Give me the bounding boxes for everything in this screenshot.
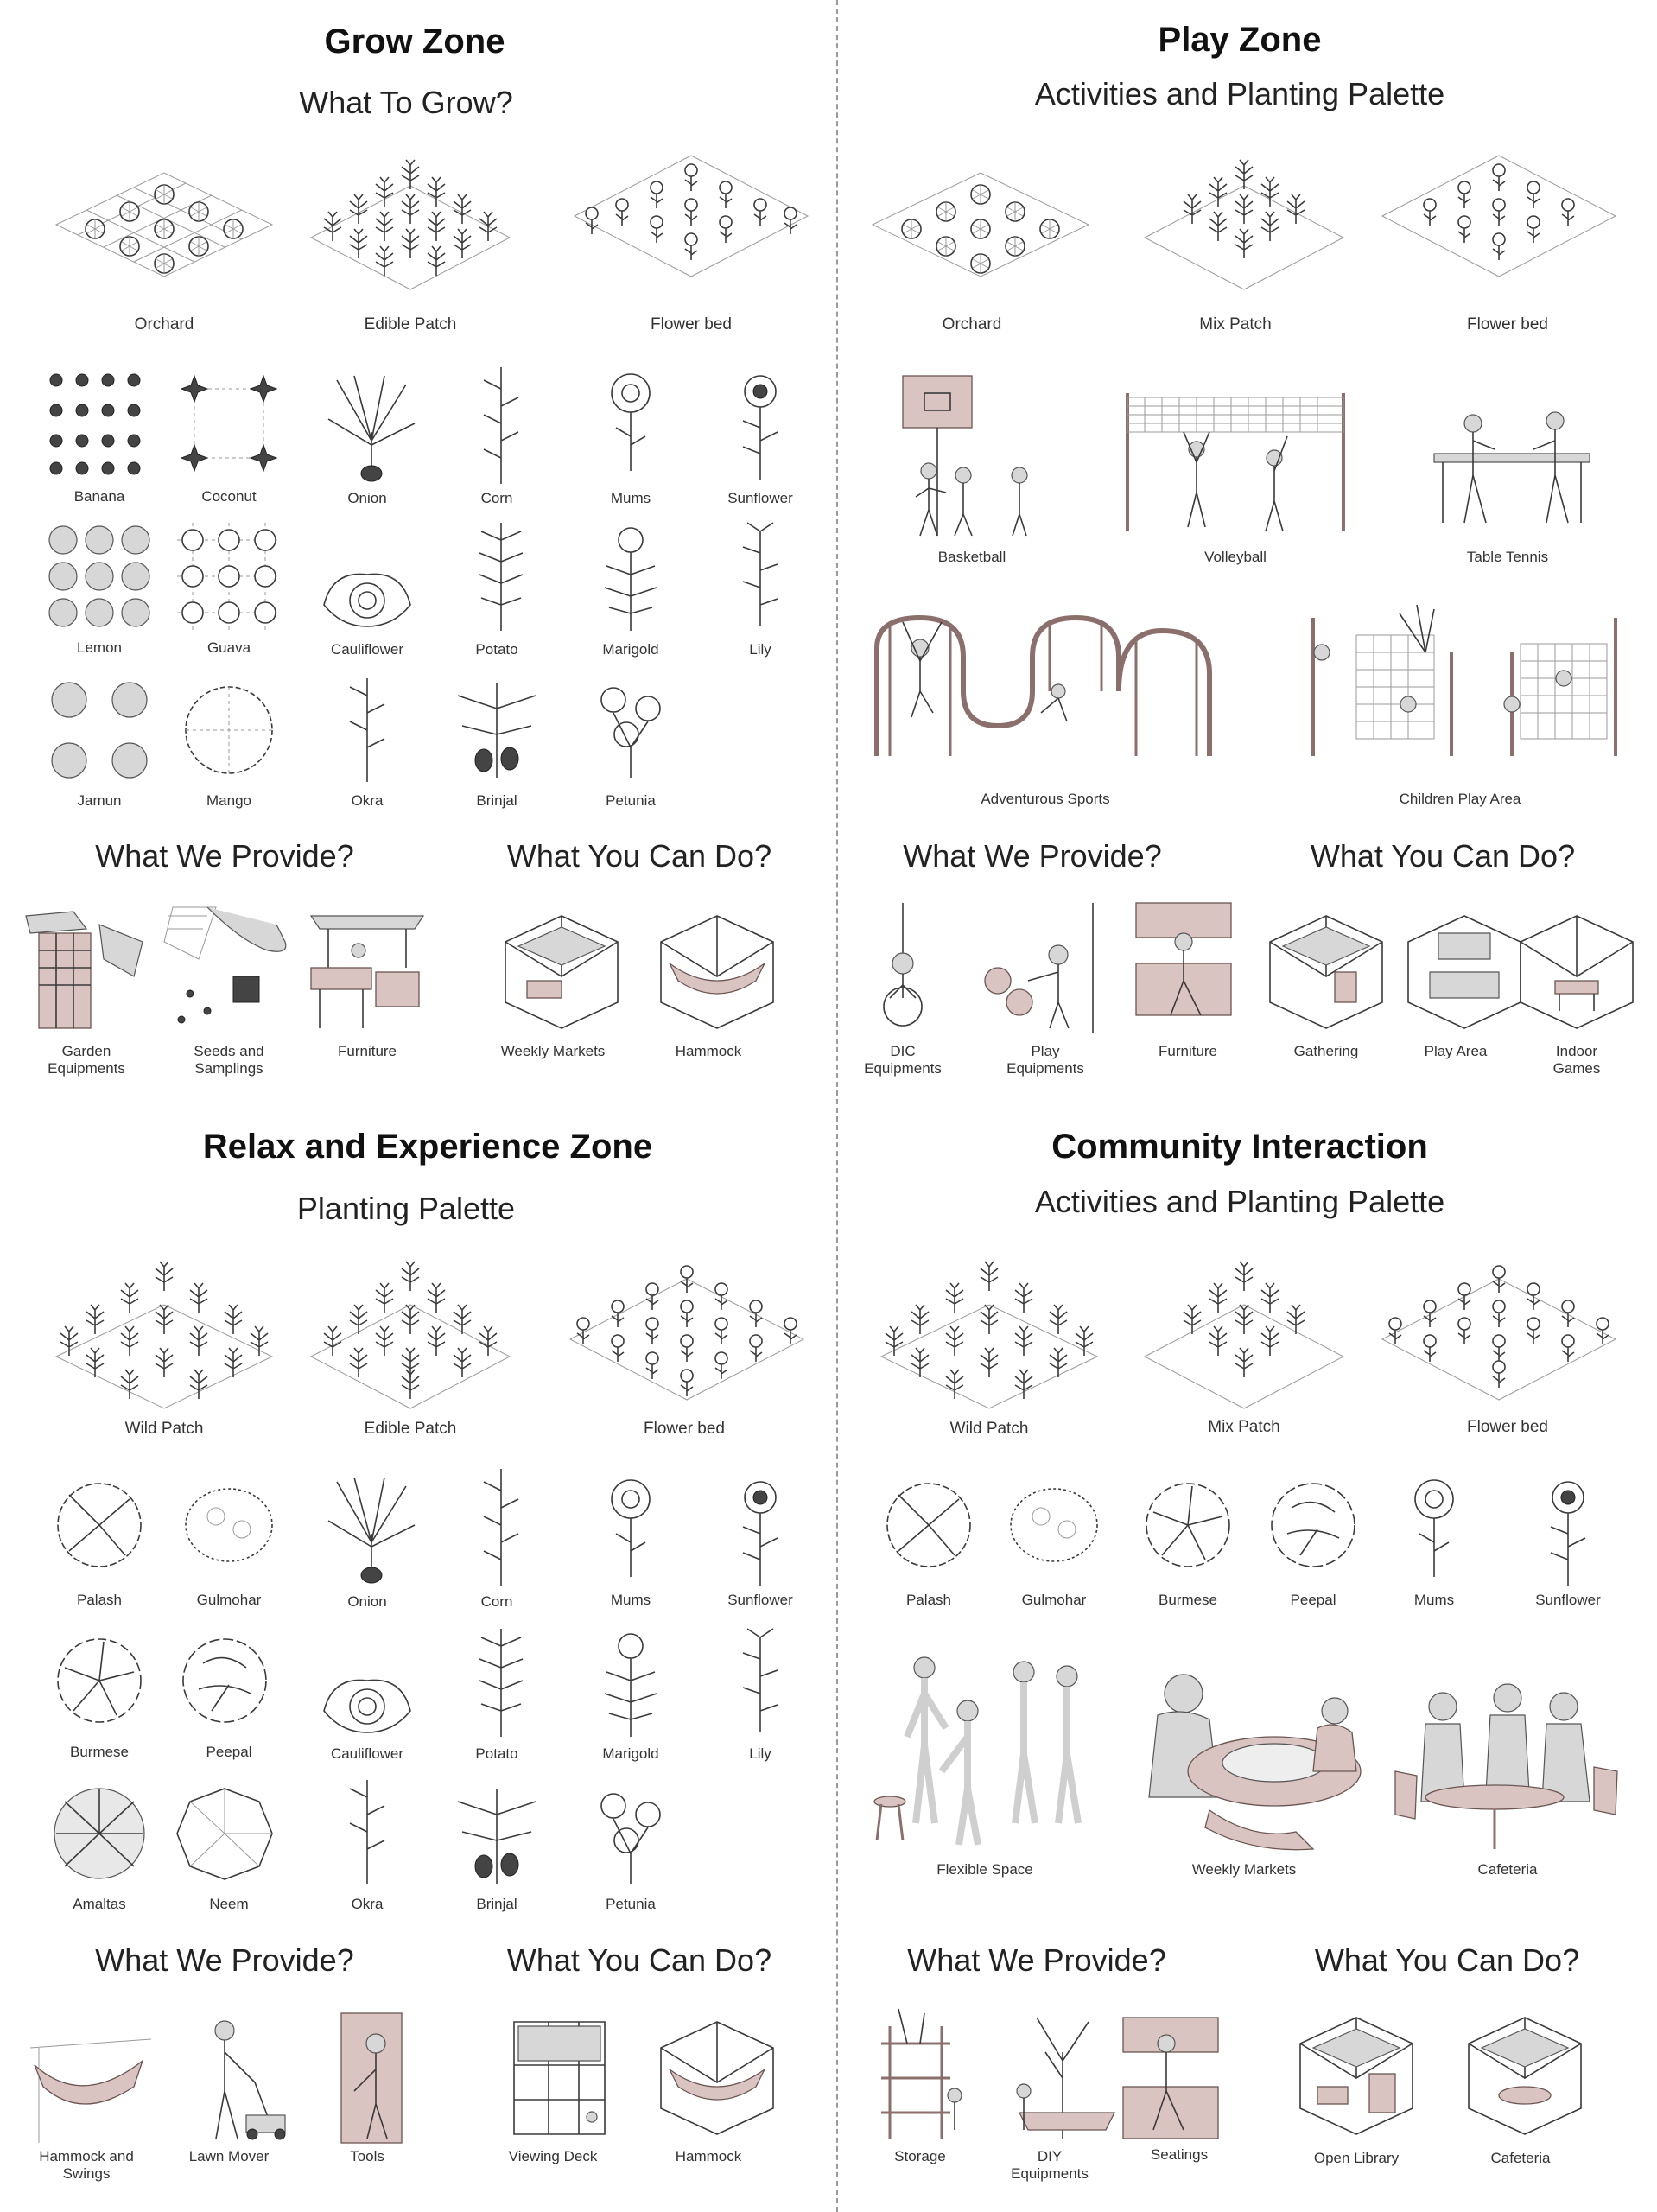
do-label: Cafeteria <box>1490 2150 1551 2166</box>
flower-bed-illustration <box>562 1244 812 1408</box>
lemon-icon <box>48 523 151 631</box>
plant-label: Potato <box>475 641 518 658</box>
orchard-illustration <box>48 156 281 294</box>
gulmohar-icon <box>181 1482 276 1568</box>
plant-label: Palash <box>906 1592 951 1608</box>
plant-label: Burmese <box>1158 1592 1218 1608</box>
plant-label: Onion <box>347 490 387 506</box>
okra-icon <box>341 674 393 782</box>
palash-icon <box>881 1478 976 1573</box>
amaltas-icon <box>48 1784 151 1884</box>
sport-label: Adventurous Sports <box>981 791 1110 807</box>
what-you-can-do-heading: What You Can Do? <box>506 838 772 874</box>
flower-bed-illustration <box>566 143 816 285</box>
plant-label: Palash <box>77 1592 122 1608</box>
peepal-icon <box>177 1633 272 1728</box>
mums-icon <box>600 367 661 471</box>
patch-label: Flower bed <box>1467 315 1548 334</box>
flower-bed-illustration <box>1374 1244 1624 1408</box>
plant-label: Sunflower <box>1535 1592 1601 1608</box>
seatings-illustration <box>1123 2009 1218 2143</box>
plant-label: Lily <box>749 1745 771 1762</box>
potato-icon <box>471 518 531 631</box>
patch-label: Flower bed <box>651 315 732 334</box>
diy-equipments-illustration <box>1002 2009 1123 2139</box>
activity-label: Flexible Space <box>936 1861 1033 1878</box>
provide-label: Storage <box>894 2148 946 2164</box>
plant-label: Brinjal <box>476 1896 517 1912</box>
children-play-area-illustration <box>1305 601 1624 760</box>
coconut-icon <box>177 372 281 475</box>
open-library-illustration <box>1292 2013 1421 2143</box>
provide-label: Seeds and Samplings <box>194 1043 264 1077</box>
sunflower-icon <box>1538 1473 1598 1586</box>
sport-label: Basketball <box>937 549 1006 565</box>
patch-label: Wild Patch <box>949 1420 1029 1438</box>
plant-label: Jamun <box>77 792 122 809</box>
patch-label: Flower bed <box>644 1420 725 1438</box>
plant-label: Burmese <box>69 1744 130 1760</box>
cauliflower-icon <box>315 553 419 631</box>
relax-zone-title: Relax and Experience Zone <box>202 1128 653 1166</box>
weekly-markets-illustration <box>501 912 622 1033</box>
sunflower-icon <box>730 1473 790 1586</box>
plant-label: Corn <box>480 490 513 506</box>
basketball-illustration <box>898 372 1045 540</box>
wild-patch-illustration <box>873 1244 1106 1417</box>
flexible-space-illustration <box>873 1650 1097 1858</box>
plant-label: Amaltas <box>73 1896 126 1912</box>
mix-patch-illustration <box>1136 143 1352 294</box>
plant-label: Neem <box>209 1896 249 1912</box>
neem-icon <box>173 1784 276 1884</box>
garden-equipments-illustration <box>22 907 151 1037</box>
patch-label: Wild Patch <box>124 1420 204 1438</box>
do-label: Viewing Deck <box>508 2148 598 2164</box>
potato-icon <box>471 1624 531 1737</box>
mix-patch-illustration <box>1136 1244 1352 1417</box>
do-label: Indoor Games <box>1552 1043 1601 1077</box>
cafeteria-illustration <box>1391 1672 1620 1853</box>
gathering-illustration <box>1266 912 1387 1033</box>
plant-label: Sunflower <box>727 490 793 506</box>
cauliflower-icon <box>315 1659 419 1737</box>
activity-label: Cafeteria <box>1477 1861 1538 1878</box>
plant-label: Lily <box>749 641 771 658</box>
what-you-can-do-heading: What You Can Do? <box>1314 1942 1580 1978</box>
plant-label: Gulmohar <box>1021 1592 1087 1608</box>
corn-icon <box>471 1465 531 1586</box>
gulmohar-icon <box>1006 1482 1101 1568</box>
viewing-deck-illustration <box>497 2013 622 2143</box>
grow-zone-title: Grow Zone <box>324 22 505 60</box>
plant-label: Marigold <box>602 1745 659 1762</box>
what-we-provide-heading: What We Provide? <box>907 1942 1166 1978</box>
plant-label: Lemon <box>77 639 122 656</box>
provide-label: Garden Equipments <box>48 1043 125 1077</box>
do-label: Hammock <box>675 1043 742 1059</box>
provide-label: Seatings <box>1150 2146 1209 2163</box>
provide-label: DIY Equipments <box>1011 2148 1089 2182</box>
plant-label: Cauliflower <box>330 641 404 658</box>
provide-label: Furniture <box>337 1043 397 1059</box>
guava-icon <box>177 523 281 631</box>
mango-icon <box>177 678 281 782</box>
indoor-games-illustration <box>1516 912 1637 1033</box>
relax-zone-subtitle: Planting Palette <box>296 1191 516 1226</box>
seeds-and-samplings-illustration <box>164 907 294 1037</box>
onion-icon <box>320 372 423 484</box>
plant-label: Guava <box>206 639 251 656</box>
storage-illustration <box>873 2009 968 2143</box>
mums-icon <box>1404 1473 1464 1577</box>
plant-label: Mums <box>610 1592 651 1608</box>
lily-icon <box>734 523 786 626</box>
plant-label: Sunflower <box>727 1592 793 1608</box>
what-you-can-do-heading: What You Can Do? <box>1310 838 1576 874</box>
do-label: Play Area <box>1424 1043 1488 1059</box>
plant-label: Corn <box>480 1593 513 1610</box>
plant-label: Peepal <box>1290 1592 1336 1608</box>
do-label: Gathering <box>1293 1043 1359 1059</box>
marigold-icon <box>596 523 665 631</box>
plant-label: Marigold <box>602 641 659 658</box>
plant-label: Petunia <box>606 792 656 809</box>
edible-patch-illustration <box>302 1244 518 1417</box>
lawn-mover-illustration <box>173 2013 294 2143</box>
weekly-markets-illustration <box>1123 1668 1374 1853</box>
dic-equipments-illustration <box>868 903 937 1033</box>
patch-label: Mix Patch <box>1199 315 1272 334</box>
marigold-icon <box>596 1629 665 1737</box>
brinjal-icon <box>449 674 544 778</box>
banana-icon <box>48 372 151 475</box>
plant-label: Peepal <box>206 1744 252 1760</box>
community-subtitle: Activities and Planting Palette <box>1034 1184 1445 1219</box>
sport-label: Table Tennis <box>1466 549 1549 565</box>
play-zone-title: Play Zone <box>1158 21 1322 59</box>
patch-label: Orchard <box>942 315 1002 334</box>
provide-label: Hammock and Swings <box>39 2148 134 2182</box>
plant-label: Mango <box>206 792 251 809</box>
plant-label: Petunia <box>606 1896 656 1912</box>
sport-label: Children Play Area <box>1399 791 1521 807</box>
edible-patch-illustration <box>302 143 518 294</box>
hammock-illustration <box>657 2018 778 2139</box>
plant-label: Mums <box>1413 1592 1455 1608</box>
plant-label: Okra <box>351 1896 384 1912</box>
provide-label: Play Equipments <box>1006 1043 1084 1077</box>
plant-label: Gulmohar <box>196 1592 262 1608</box>
plant-label: Okra <box>351 792 384 809</box>
okra-icon <box>341 1776 393 1884</box>
plant-label: Potato <box>475 1745 518 1762</box>
sport-label: Volleyball <box>1204 549 1267 565</box>
cafeteria-illustration <box>1460 2013 1590 2143</box>
wild-patch-illustration <box>48 1244 281 1417</box>
brinjal-icon <box>449 1780 544 1884</box>
plant-label: Coconut <box>201 488 257 505</box>
corn-icon <box>471 363 531 484</box>
plant-label: Brinjal <box>476 792 517 809</box>
play-equipments-illustration <box>981 903 1110 1033</box>
lily-icon <box>734 1629 786 1732</box>
furniture-illustration <box>302 907 432 1037</box>
patch-label: Orchard <box>134 315 194 334</box>
table-tennis-illustration <box>1425 410 1598 527</box>
play-zone-subtitle: Activities and Planting Palette <box>1034 76 1445 111</box>
patch-label: Flower bed <box>1467 1418 1548 1436</box>
patch-label: Edible Patch <box>364 315 457 334</box>
provide-label: DIC Equipments <box>864 1043 942 1077</box>
center-divider <box>836 0 838 2212</box>
orchard-illustration <box>864 156 1097 294</box>
provide-label: Furniture <box>1158 1043 1218 1059</box>
do-label: Hammock <box>675 2148 742 2164</box>
what-you-can-do-heading: What You Can Do? <box>506 1942 772 1978</box>
patch-label: Mix Patch <box>1208 1418 1280 1436</box>
flower-bed-illustration <box>1374 143 1624 285</box>
volleyball-illustration <box>1123 385 1348 536</box>
jamun-icon <box>48 678 151 782</box>
burmese-icon <box>52 1633 147 1728</box>
do-label: Open Library <box>1313 2150 1400 2166</box>
plant-label: Mums <box>610 490 651 506</box>
what-we-provide-heading: What We Provide? <box>95 1942 354 1978</box>
provide-label: Tools <box>350 2148 384 2164</box>
onion-icon <box>320 1473 423 1586</box>
palash-icon <box>52 1478 147 1573</box>
petunia-icon <box>587 678 674 778</box>
tools-illustration <box>328 2009 415 2143</box>
burmese-icon <box>1140 1478 1235 1573</box>
activity-label: Weekly Markets <box>1191 1861 1297 1878</box>
sunflower-icon <box>730 367 790 480</box>
patch-label: Edible Patch <box>364 1420 457 1438</box>
plant-label: Onion <box>347 1593 387 1610</box>
hammock-illustration <box>657 912 778 1033</box>
hammock-and-swings-illustration <box>22 2013 156 2143</box>
mums-icon <box>600 1473 661 1577</box>
furniture-illustration <box>1136 903 1231 1033</box>
adventurous-sports-illustration <box>868 605 1222 760</box>
do-label: Weekly Markets <box>500 1043 606 1059</box>
community-title: Community Interaction <box>1051 1128 1428 1166</box>
grow-zone-subtitle: What To Grow? <box>299 85 513 120</box>
what-we-provide-heading: What We Provide? <box>903 838 1162 874</box>
plant-label: Banana <box>73 488 125 505</box>
peepal-icon <box>1266 1478 1361 1573</box>
petunia-icon <box>587 1784 674 1884</box>
play-area-illustration <box>1404 912 1525 1033</box>
what-we-provide-heading: What We Provide? <box>95 838 354 874</box>
plant-label: Cauliflower <box>330 1745 404 1762</box>
provide-label: Lawn Mover <box>188 2148 270 2164</box>
